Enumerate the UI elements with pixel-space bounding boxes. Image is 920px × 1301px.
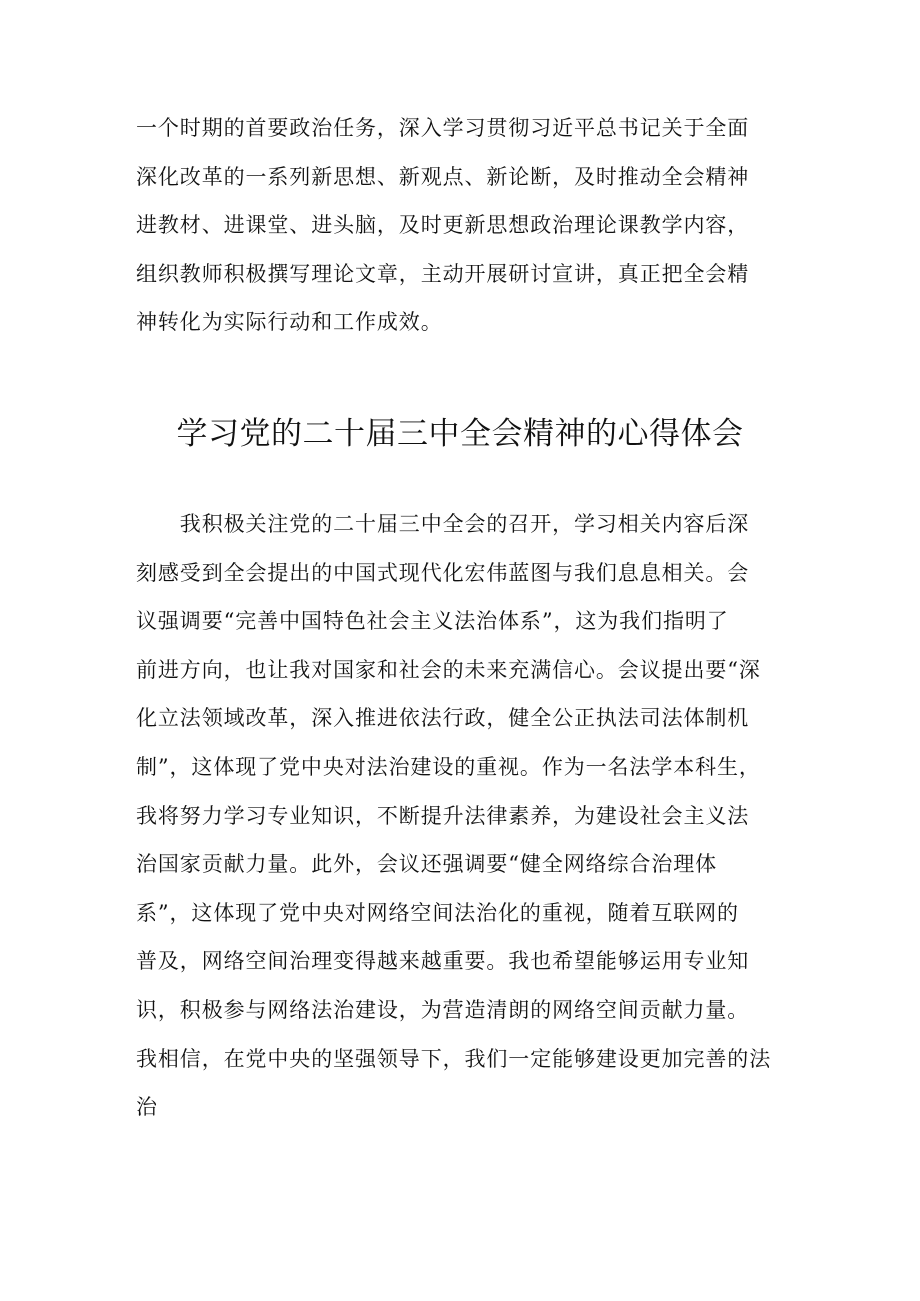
paragraph-line: 我积极关注党的二十届三中全会的召开，学习相关内容后深 <box>136 512 750 536</box>
paragraph-line: 我相信，在党中央的坚强领导下，我们一定能够建设更加完善的法 <box>136 1046 772 1071</box>
paragraph-line: 系”，这体现了党中央对网络空间法治化的重视，随着互联网的 <box>136 900 739 925</box>
paragraph-line: 化立法领域改革，深入推进依法行政，健全公正执法司法体制机 <box>136 706 750 731</box>
paragraph-line: 治国家贡献力量。此外，会议还强调要“健全网络综合治理体 <box>136 852 718 877</box>
paragraph-line: 前进方向，也让我对国家和社会的未来充满信心。会议提出要“深 <box>136 657 761 682</box>
page-title: 学习党的二十届三中全会精神的心得体会 <box>176 416 744 452</box>
paragraph-line: 一个时期的首要政治任务，深入学习贯彻习近平总书记关于全面 <box>136 116 750 140</box>
paragraph-line: 组织教师积极撰写理论文章，主动开展研讨宣讲，真正把全会精 <box>136 261 750 286</box>
paragraph-line: 进教材、进课堂、进头脑，及时更新思想政治理论课教学内容， <box>136 213 750 238</box>
paragraph-line: 刻感受到全会提出的中国式现代化宏伟蓝图与我们息息相关。会 <box>136 560 750 585</box>
paragraph-line: 识，积极参与网络法治建设，为营造清朗的网络空间贡献力量。 <box>136 997 750 1022</box>
paragraph-line: 神转化为实际行动和工作成效。 <box>136 310 443 335</box>
paragraph-line: 制”，这体现了党中央对法治建设的重视。作为一名法学本科生， <box>136 754 761 779</box>
paragraph-line: 我将努力学习专业知识，不断提升法律素养，为建设社会主义法 <box>136 803 750 828</box>
body-paragraph <box>136 500 796 1132</box>
paragraph-line: 深化改革的一系列新思想、新观点、新论断，及时推动全会精神 <box>136 164 750 189</box>
paragraph-line: 议强调要“完善中国特色社会主义法治体系”，这为我们指明了 <box>136 609 729 634</box>
paragraph-line: 治 <box>136 1095 158 1120</box>
top-paragraph <box>136 104 796 347</box>
paragraph-line: 普及，网络空间治理变得越来越重要。我也希望能够运用专业知 <box>136 949 750 974</box>
